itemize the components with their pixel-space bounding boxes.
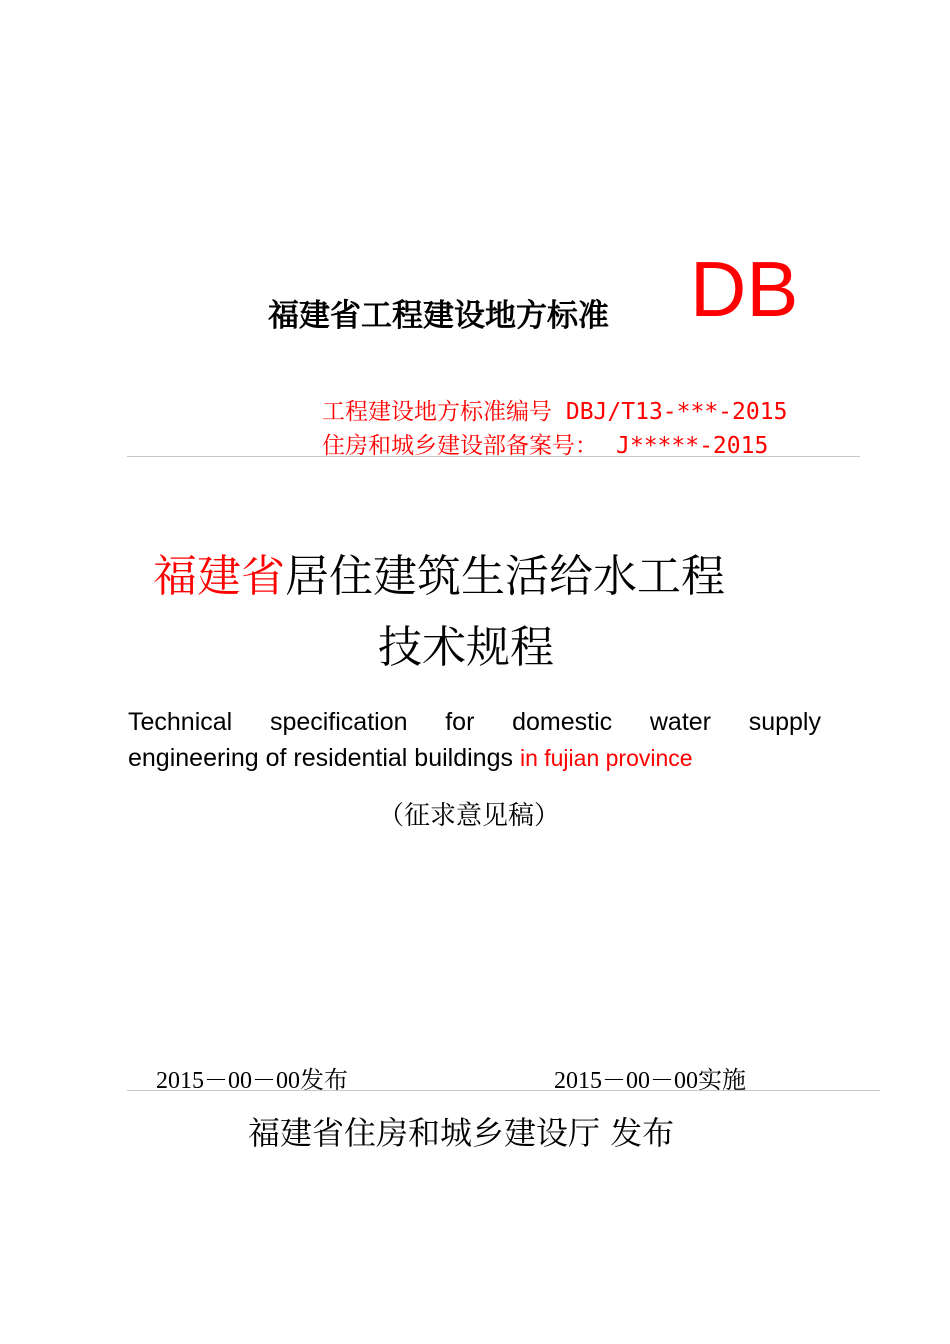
en-word: water [649,708,711,736]
record-number-value: J*****-2015 [616,433,769,459]
en-title [128,704,821,776]
publish-label: 发布 [300,1066,348,1094]
issuer: 福建省住房和城乡建设厅 发布 [248,1114,675,1152]
header-divider [127,456,860,457]
en-word: specification [269,708,408,736]
cn-title-rest: 居住建筑生活给水工程 [285,551,725,602]
en-word: for [445,708,475,736]
footer-divider [127,1090,880,1091]
draft-note: （征求意见稿） [378,801,561,831]
cn-title-line1 [153,540,725,604]
implement-date: 2015－00－00 [554,1068,698,1094]
standard-code-value: DBJ/T13-***-2015 [565,399,788,425]
publish-date: 2015－00－00 [156,1068,300,1094]
cn-title-prefix: 福建省 [153,551,285,602]
standard-heading: 福建省工程建设地方标准 [268,298,609,334]
cn-title-line2: 技术规程 [378,622,554,673]
en-word: domestic [512,708,613,736]
record-number-label: 住房和城乡建设部备案号： [322,433,598,459]
en-title-line2 [128,740,821,776]
db-mark: DB [690,245,799,333]
en-word: supply [748,708,821,736]
standard-code-line [322,393,787,426]
en-title-main: engineering of residential buildings [128,744,513,772]
standard-code-label: 工程建设地方标准编号 [322,399,552,425]
en-title-line1 [128,704,821,740]
en-word: Technical [128,708,233,736]
en-title-suffix: in fujian province [519,745,693,771]
implement-label: 实施 [698,1066,746,1094]
